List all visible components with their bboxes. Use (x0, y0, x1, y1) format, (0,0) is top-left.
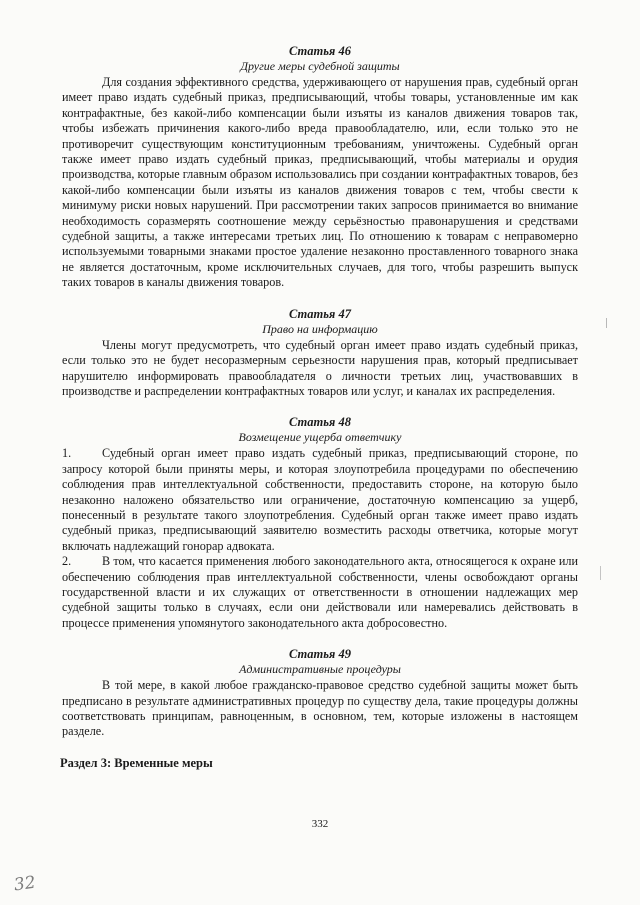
article-title: Статья 48 (289, 415, 351, 430)
article-48 (62, 415, 578, 631)
scan-speck (600, 566, 601, 580)
article-subtitle: Другие меры судебной защиты (240, 59, 400, 73)
article-subtitle: Возмещение ущерба ответчику (238, 430, 402, 445)
article-paragraph: Члены могут предусмотреть, что судебный орган имеет право издать судебный приказ, если только это не будет несоразмерным серьезности нарушения прав, который предписывает нарушителю информировать правообладателя о личности третьих лиц, участвовавших в производстве и распределении контрафактных товаров или услуг, и каналах их распределения. (62, 337, 578, 398)
document-page (62, 44, 578, 771)
handwritten-page-note: 32 (12, 872, 37, 896)
article-49 (62, 647, 578, 740)
section-heading: Раздел 3: Временные меры (60, 755, 213, 770)
article-subtitle: Административные процедуры (239, 662, 401, 677)
page-number: 332 (311, 818, 329, 830)
scan-speck (606, 318, 607, 328)
article-47 (62, 307, 578, 400)
article-title: Статья 49 (289, 647, 351, 662)
article-paragraph: Для создания эффективного средства, удерживающего от нарушения прав, судебный орган имеет право издать судебный приказ, предписывающий, чтобы товары, установленные им как контрафактные, без какой-либо компенсации были изъяты из каналов движения товаров так, чтобы избежать причинения какого-либо вреда правообладателю, или, если только это не противоречит существующим конституционным требованиям, уничтожены. Судебный орган также имеет право издать судебный приказ, предписывающий, чтобы материалы и орудия производства, которые главным образом использовались при создании контрафактных товаров, без какой-либо компенсации были изъяты из каналов движения товаров с тем, чтобы свести к минимуму риски новых нарушений. При рассмотрении таких запросов принимается во внимание необходимость соразмерять соотношение между серьёзностью правонарушения и средствами судебной защиты, а также интересами третьих лиц. По отношению к товарам с неправомерно используемыми товарными знаками простое удаление незаконно проставленного товарного знака не является достаточным, кроме исключительных случаев, для того, чтобы разрешить выпуск таких товаров в каналы движения товаров. (62, 75, 578, 290)
article-title: Статья 47 (289, 306, 351, 321)
item-text: Судебный орган имеет право издать судебный приказ, предписывающий стороне, по запросу которой были приняты меры, и которая злоупотребила процедурами по обеспечению соблюдения прав интеллектуальной собственности, предоставить стороне, на которую было незаконно наложено обязательство или ограничение, достаточную компенсацию за ущерб, понесенный в результате такого злоупотребления. Судебный орган также имеет право издать судебный приказ, предписывающий заявителю возместить расходы ответчика, которые могут включать надлежащий гонорар адвоката. (62, 446, 578, 553)
article-paragraph: В той мере, в какой любое гражданско-правовое средство судебной защиты может быть предписано в результате административных процедур по существу дела, такие процедуры должны соответствовать принципам, равноценным, в основном, тем, которые изложены в настоящем разделе. (62, 678, 578, 739)
item-number: 1. (62, 446, 72, 461)
numbered-item (62, 554, 578, 631)
item-number: 2. (62, 554, 72, 569)
article-subtitle: Право на информацию (262, 321, 378, 336)
numbered-item (62, 446, 578, 554)
article-title: Статья 46 (289, 44, 351, 58)
item-text: В том, что касается применения любого законодательного акта, относящегося к охране или обеспечению соблюдения прав интеллектуальной собственности, члены освобождают органы государственной власти и их служащих от ответственности в отношении надлежащих мер судебной защиты только в случаях, если они действовали или намеревались действовать в процессе применения упомянутого законодательного акта добросовестно. (62, 554, 578, 630)
article-46 (62, 44, 578, 291)
